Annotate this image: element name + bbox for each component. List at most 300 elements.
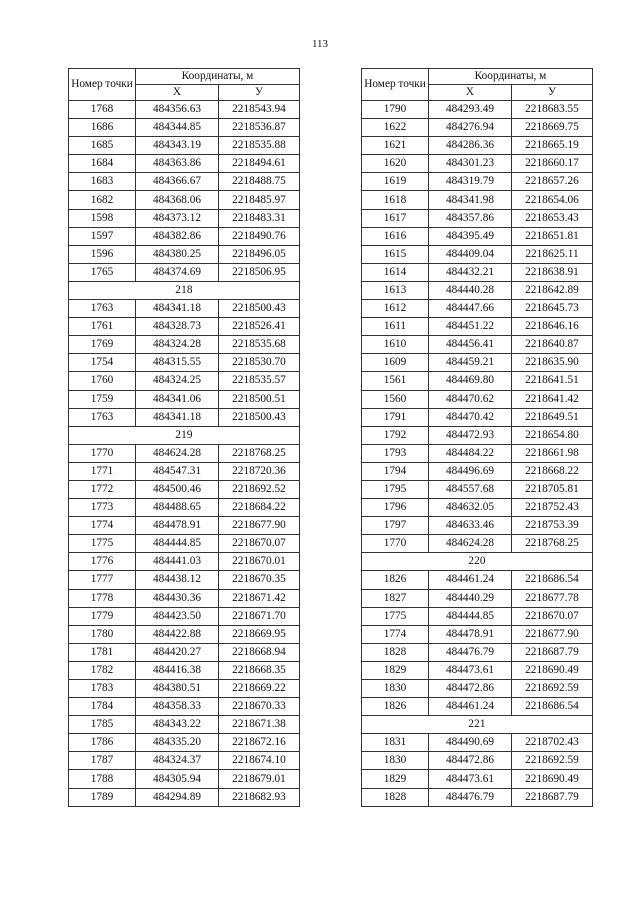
group-number: 218	[69, 281, 300, 299]
y-coordinate-cell: 2218526.41	[219, 318, 300, 336]
point-number-cell: 1754	[69, 354, 136, 372]
table-row	[69, 607, 300, 625]
x-coordinate-cell: 484374.69	[136, 263, 219, 281]
table-row	[362, 770, 593, 788]
table-row	[69, 155, 300, 173]
point-number-cell: 1793	[362, 444, 429, 462]
y-coordinate-cell: 2218494.61	[219, 155, 300, 173]
table-row	[69, 390, 300, 408]
y-coordinate-cell: 2218692.59	[512, 680, 593, 698]
table-row	[362, 607, 593, 625]
table-row	[362, 535, 593, 553]
point-number-cell: 1789	[69, 788, 136, 806]
coordinates-table-right	[361, 68, 593, 807]
y-coordinate-cell: 2218671.42	[219, 589, 300, 607]
point-number-header: Номер точки	[69, 69, 136, 101]
table-row	[362, 499, 593, 517]
y-coordinate-cell: 2218646.16	[512, 318, 593, 336]
y-coordinate-cell: 2218670.01	[219, 553, 300, 571]
table-row	[69, 535, 300, 553]
point-number-cell: 1784	[69, 698, 136, 716]
x-coordinate-cell: 484335.20	[136, 734, 219, 752]
y-coordinate-cell: 2218670.33	[219, 698, 300, 716]
coordinates-header: Координаты, м	[429, 69, 593, 85]
y-coordinate-cell: 2218669.95	[219, 625, 300, 643]
table-row	[362, 625, 593, 643]
y-coordinate-cell: 2218638.91	[512, 263, 593, 281]
x-coordinate-cell: 484343.22	[136, 716, 219, 734]
x-coordinate-cell: 484438.12	[136, 571, 219, 589]
point-number-cell: 1620	[362, 155, 429, 173]
point-number-cell: 1796	[362, 499, 429, 517]
table-row	[362, 643, 593, 661]
point-number-cell: 1621	[362, 137, 429, 155]
group-row	[69, 426, 300, 444]
y-coordinate-cell: 2218687.79	[512, 643, 593, 661]
x-coordinate-cell: 484488.65	[136, 499, 219, 517]
x-coordinate-cell: 484409.04	[429, 245, 512, 263]
table-row	[69, 680, 300, 698]
y-coordinate-cell: 2218485.97	[219, 191, 300, 209]
x-coordinate-cell: 484380.51	[136, 680, 219, 698]
page-number: 113	[311, 38, 329, 50]
y-coordinate-cell: 2218657.26	[512, 173, 593, 191]
table-row	[69, 372, 300, 390]
x-coordinate-cell: 484380.25	[136, 245, 219, 263]
table-row	[69, 517, 300, 535]
x-coordinate-cell: 484441.03	[136, 553, 219, 571]
point-number-cell: 1829	[362, 770, 429, 788]
table-row	[69, 119, 300, 137]
table-row	[362, 281, 593, 299]
x-coordinate-cell: 484423.50	[136, 607, 219, 625]
table-row	[362, 426, 593, 444]
x-coordinate-cell: 484422.88	[136, 625, 219, 643]
table-row	[69, 571, 300, 589]
y-coordinate-cell: 2218668.94	[219, 643, 300, 661]
table-row	[69, 734, 300, 752]
point-number-cell: 1768	[69, 101, 136, 119]
point-number-cell: 1785	[69, 716, 136, 734]
y-coordinate-cell: 2218677.90	[512, 625, 593, 643]
point-number-cell: 1684	[69, 155, 136, 173]
x-coordinate-cell: 484324.25	[136, 372, 219, 390]
table-row	[362, 390, 593, 408]
table-row	[69, 625, 300, 643]
table-row	[362, 571, 593, 589]
point-number-header: Номер точки	[362, 69, 429, 101]
y-coordinate-cell: 2218535.57	[219, 372, 300, 390]
y-coordinate-cell: 2218645.73	[512, 300, 593, 318]
point-number-cell: 1830	[362, 680, 429, 698]
point-number-cell: 1788	[69, 770, 136, 788]
point-number-cell: 1828	[362, 788, 429, 806]
table-row	[69, 173, 300, 191]
y-coordinate-cell: 2218661.98	[512, 444, 593, 462]
table-row	[362, 462, 593, 480]
x-coordinate-cell: 484547.31	[136, 462, 219, 480]
table-row	[69, 336, 300, 354]
point-number-cell: 1596	[69, 245, 136, 263]
x-coordinate-cell: 484470.42	[429, 408, 512, 426]
y-coordinate-cell: 2218677.90	[219, 517, 300, 535]
table-row	[69, 788, 300, 806]
x-coordinate-cell: 484470.62	[429, 390, 512, 408]
table-row	[69, 553, 300, 571]
y-coordinate-cell: 2218641.42	[512, 390, 593, 408]
table-row	[69, 354, 300, 372]
point-number-cell: 1561	[362, 372, 429, 390]
x-coordinate-cell: 484440.29	[429, 589, 512, 607]
coordinates-header: Координаты, м	[136, 69, 300, 85]
point-number-cell: 1685	[69, 137, 136, 155]
x-coordinate-cell: 484301.23	[429, 155, 512, 173]
y-coordinate-cell: 2218500.43	[219, 300, 300, 318]
point-number-cell: 1792	[362, 426, 429, 444]
x-coordinate-cell: 484344.85	[136, 119, 219, 137]
point-number-cell: 1774	[69, 517, 136, 535]
x-coordinate-cell: 484373.12	[136, 209, 219, 227]
point-number-cell: 1780	[69, 625, 136, 643]
table-row	[362, 245, 593, 263]
y-coordinate-cell: 2218536.87	[219, 119, 300, 137]
y-coordinate-cell: 2218635.90	[512, 354, 593, 372]
y-coordinate-cell: 2218670.07	[512, 607, 593, 625]
y-coordinate-cell: 2218668.35	[219, 661, 300, 679]
table-row	[362, 101, 593, 119]
point-number-cell: 1826	[362, 571, 429, 589]
y-coordinate-cell: 2218649.51	[512, 408, 593, 426]
table-row	[362, 734, 593, 752]
point-number-cell: 1774	[362, 625, 429, 643]
point-number-cell: 1610	[362, 336, 429, 354]
point-number-cell: 1827	[362, 589, 429, 607]
y-coordinate-cell: 2218530.70	[219, 354, 300, 372]
point-number-cell: 1759	[69, 390, 136, 408]
y-coordinate-cell: 2218674.10	[219, 752, 300, 770]
x-coordinate-cell: 484444.85	[429, 607, 512, 625]
x-coordinate-cell: 484476.79	[429, 643, 512, 661]
point-number-cell: 1828	[362, 643, 429, 661]
point-number-cell: 1786	[69, 734, 136, 752]
group-number: 220	[362, 553, 593, 571]
point-number-cell: 1826	[362, 698, 429, 716]
y-coordinate-cell: 2218490.76	[219, 227, 300, 245]
point-number-cell: 1763	[69, 408, 136, 426]
point-number-cell: 1775	[69, 535, 136, 553]
x-coordinate-cell: 484633.46	[429, 517, 512, 535]
x-coordinate-cell: 484472.93	[429, 426, 512, 444]
x-coordinate-cell: 484490.69	[429, 734, 512, 752]
point-number-cell: 1617	[362, 209, 429, 227]
y-coordinate-cell: 2218687.79	[512, 788, 593, 806]
x-coordinate-cell: 484484.22	[429, 444, 512, 462]
point-number-cell: 1795	[362, 480, 429, 498]
x-coordinate-cell: 484496.69	[429, 462, 512, 480]
x-coordinate-cell: 484286.36	[429, 137, 512, 155]
x-coordinate-cell: 484324.28	[136, 336, 219, 354]
table-row	[69, 770, 300, 788]
y-coordinate-cell: 2218720.36	[219, 462, 300, 480]
x-coordinate-cell: 484444.85	[136, 535, 219, 553]
y-coordinate-cell: 2218705.81	[512, 480, 593, 498]
x-coordinate-cell: 484632.05	[429, 499, 512, 517]
point-number-cell: 1613	[362, 281, 429, 299]
y-coordinate-cell: 2218682.93	[219, 788, 300, 806]
x-coordinate-cell: 484357.86	[429, 209, 512, 227]
point-number-cell: 1763	[69, 300, 136, 318]
table-row	[362, 480, 593, 498]
table-row	[362, 408, 593, 426]
y-coordinate-cell: 2218654.06	[512, 191, 593, 209]
x-coordinate-cell: 484451.22	[429, 318, 512, 336]
x-header: Х	[429, 85, 512, 101]
y-coordinate-cell: 2218535.68	[219, 336, 300, 354]
y-coordinate-cell: 2218483.31	[219, 209, 300, 227]
y-coordinate-cell: 2218671.38	[219, 716, 300, 734]
point-number-cell: 1831	[362, 734, 429, 752]
table-row	[362, 444, 593, 462]
table-row	[69, 462, 300, 480]
point-number-cell: 1611	[362, 318, 429, 336]
table-row	[69, 643, 300, 661]
y-coordinate-cell: 2218670.07	[219, 535, 300, 553]
x-coordinate-cell: 484276.94	[429, 119, 512, 137]
point-number-cell: 1771	[69, 462, 136, 480]
y-coordinate-cell: 2218651.81	[512, 227, 593, 245]
table-row	[69, 227, 300, 245]
point-number-cell: 1683	[69, 173, 136, 191]
y-coordinate-cell: 2218488.75	[219, 173, 300, 191]
y-coordinate-cell: 2218752.43	[512, 499, 593, 517]
x-coordinate-cell: 484341.06	[136, 390, 219, 408]
x-coordinate-cell: 484447.66	[429, 300, 512, 318]
x-coordinate-cell: 484356.63	[136, 101, 219, 119]
y-coordinate-cell: 2218641.51	[512, 372, 593, 390]
y-coordinate-cell: 2218642.89	[512, 281, 593, 299]
y-coordinate-cell: 2218768.25	[512, 535, 593, 553]
x-coordinate-cell: 484557.68	[429, 480, 512, 498]
point-number-cell: 1829	[362, 661, 429, 679]
y-coordinate-cell: 2218672.16	[219, 734, 300, 752]
y-coordinate-cell: 2218653.43	[512, 209, 593, 227]
y-coordinate-cell: 2218768.25	[219, 444, 300, 462]
y-coordinate-cell: 2218500.51	[219, 390, 300, 408]
point-number-cell: 1781	[69, 643, 136, 661]
table-row	[362, 155, 593, 173]
x-coordinate-cell: 484440.28	[429, 281, 512, 299]
x-coordinate-cell: 484459.21	[429, 354, 512, 372]
table-row	[362, 263, 593, 281]
table-row	[362, 119, 593, 137]
table-row	[69, 263, 300, 281]
x-coordinate-cell: 484624.28	[136, 444, 219, 462]
table-row	[362, 589, 593, 607]
x-coordinate-cell: 484368.06	[136, 191, 219, 209]
y-coordinate-cell: 2218660.17	[512, 155, 593, 173]
y-coordinate-cell: 2218686.54	[512, 571, 593, 589]
point-number-cell: 1682	[69, 191, 136, 209]
point-number-cell: 1615	[362, 245, 429, 263]
x-coordinate-cell: 484473.61	[429, 770, 512, 788]
point-number-cell: 1791	[362, 408, 429, 426]
y-coordinate-cell: 2218702.43	[512, 734, 593, 752]
x-coordinate-cell: 484382.86	[136, 227, 219, 245]
x-coordinate-cell: 484473.61	[429, 661, 512, 679]
point-number-cell: 1614	[362, 263, 429, 281]
x-coordinate-cell: 484315.55	[136, 354, 219, 372]
table-row	[69, 318, 300, 336]
x-coordinate-cell: 484358.33	[136, 698, 219, 716]
point-number-cell: 1770	[69, 444, 136, 462]
x-coordinate-cell: 484294.89	[136, 788, 219, 806]
table-row	[69, 191, 300, 209]
table-row	[69, 408, 300, 426]
table-row	[69, 480, 300, 498]
table-row	[69, 589, 300, 607]
point-number-cell: 1830	[362, 752, 429, 770]
y-coordinate-cell: 2218753.39	[512, 517, 593, 535]
y-coordinate-cell: 2218690.49	[512, 661, 593, 679]
table-row	[362, 698, 593, 716]
table-row	[69, 300, 300, 318]
y-coordinate-cell: 2218690.49	[512, 770, 593, 788]
y-coordinate-cell: 2218670.35	[219, 571, 300, 589]
point-number-cell: 1770	[362, 535, 429, 553]
x-coordinate-cell: 484366.67	[136, 173, 219, 191]
table-row	[69, 661, 300, 679]
point-number-cell: 1794	[362, 462, 429, 480]
point-number-cell: 1790	[362, 101, 429, 119]
point-number-cell: 1787	[69, 752, 136, 770]
x-coordinate-cell: 484341.98	[429, 191, 512, 209]
x-header: Х	[136, 85, 219, 101]
x-coordinate-cell: 484461.24	[429, 571, 512, 589]
y-coordinate-cell: 2218677.78	[512, 589, 593, 607]
x-coordinate-cell: 484472.86	[429, 752, 512, 770]
x-coordinate-cell: 484305.94	[136, 770, 219, 788]
x-coordinate-cell: 484624.28	[429, 535, 512, 553]
table-row	[69, 499, 300, 517]
point-number-cell: 1761	[69, 318, 136, 336]
point-number-cell: 1760	[69, 372, 136, 390]
table-row	[362, 209, 593, 227]
y-coordinate-cell: 2218692.52	[219, 480, 300, 498]
x-coordinate-cell: 484476.79	[429, 788, 512, 806]
y-coordinate-cell: 2218535.88	[219, 137, 300, 155]
table-row	[362, 191, 593, 209]
point-number-cell: 1773	[69, 499, 136, 517]
table-row	[362, 336, 593, 354]
x-coordinate-cell: 484469.80	[429, 372, 512, 390]
point-number-cell: 1783	[69, 680, 136, 698]
table-row	[362, 227, 593, 245]
point-number-cell: 1782	[69, 661, 136, 679]
y-coordinate-cell: 2218640.87	[512, 336, 593, 354]
y-coordinate-cell: 2218692.59	[512, 752, 593, 770]
x-coordinate-cell: 484478.91	[429, 625, 512, 643]
table-row	[69, 716, 300, 734]
table-row	[362, 300, 593, 318]
x-coordinate-cell: 484420.27	[136, 643, 219, 661]
y-coordinate-cell: 2218665.19	[512, 137, 593, 155]
x-coordinate-cell: 484319.79	[429, 173, 512, 191]
table-row	[362, 752, 593, 770]
point-number-cell: 1598	[69, 209, 136, 227]
point-number-cell: 1622	[362, 119, 429, 137]
point-number-cell: 1772	[69, 480, 136, 498]
table-row	[362, 318, 593, 336]
point-number-cell: 1775	[362, 607, 429, 625]
table-row	[362, 173, 593, 191]
point-number-cell: 1765	[69, 263, 136, 281]
table-row	[69, 752, 300, 770]
point-number-cell: 1769	[69, 336, 136, 354]
x-coordinate-cell: 484472.86	[429, 680, 512, 698]
y-coordinate-cell: 2218500.43	[219, 408, 300, 426]
x-coordinate-cell: 484293.49	[429, 101, 512, 119]
x-coordinate-cell: 484395.49	[429, 227, 512, 245]
y-coordinate-cell: 2218496.05	[219, 245, 300, 263]
y-coordinate-cell: 2218668.22	[512, 462, 593, 480]
x-coordinate-cell: 484328.73	[136, 318, 219, 336]
x-coordinate-cell: 484341.18	[136, 300, 219, 318]
y-coordinate-cell: 2218654.80	[512, 426, 593, 444]
table-row	[362, 680, 593, 698]
x-coordinate-cell: 484324.37	[136, 752, 219, 770]
table-row	[69, 101, 300, 119]
y-header: У	[219, 85, 300, 101]
group-row	[362, 716, 593, 734]
group-row	[69, 281, 300, 299]
y-coordinate-cell: 2218671.70	[219, 607, 300, 625]
point-number-cell: 1619	[362, 173, 429, 191]
table-row	[362, 661, 593, 679]
y-coordinate-cell: 2218543.94	[219, 101, 300, 119]
point-number-cell: 1797	[362, 517, 429, 535]
x-coordinate-cell: 484343.19	[136, 137, 219, 155]
group-row	[362, 553, 593, 571]
x-coordinate-cell: 484416.38	[136, 661, 219, 679]
point-number-cell: 1618	[362, 191, 429, 209]
point-number-cell: 1686	[69, 119, 136, 137]
table-row	[69, 137, 300, 155]
x-coordinate-cell: 484430.36	[136, 589, 219, 607]
y-coordinate-cell: 2218506.95	[219, 263, 300, 281]
point-number-cell: 1777	[69, 571, 136, 589]
group-number: 221	[362, 716, 593, 734]
x-coordinate-cell: 484363.86	[136, 155, 219, 173]
point-number-cell: 1616	[362, 227, 429, 245]
x-coordinate-cell: 484461.24	[429, 698, 512, 716]
coordinates-table-left	[68, 68, 300, 807]
y-coordinate-cell: 2218679.01	[219, 770, 300, 788]
x-coordinate-cell: 484341.18	[136, 408, 219, 426]
group-number: 219	[69, 426, 300, 444]
y-coordinate-cell: 2218625.11	[512, 245, 593, 263]
y-header: У	[512, 85, 593, 101]
point-number-cell: 1609	[362, 354, 429, 372]
x-coordinate-cell: 484500.46	[136, 480, 219, 498]
table-row	[362, 788, 593, 806]
x-coordinate-cell: 484456.41	[429, 336, 512, 354]
x-coordinate-cell: 484478.91	[136, 517, 219, 535]
x-coordinate-cell: 484432.21	[429, 263, 512, 281]
table-row	[362, 372, 593, 390]
table-row	[69, 698, 300, 716]
point-number-cell: 1776	[69, 553, 136, 571]
point-number-cell: 1612	[362, 300, 429, 318]
